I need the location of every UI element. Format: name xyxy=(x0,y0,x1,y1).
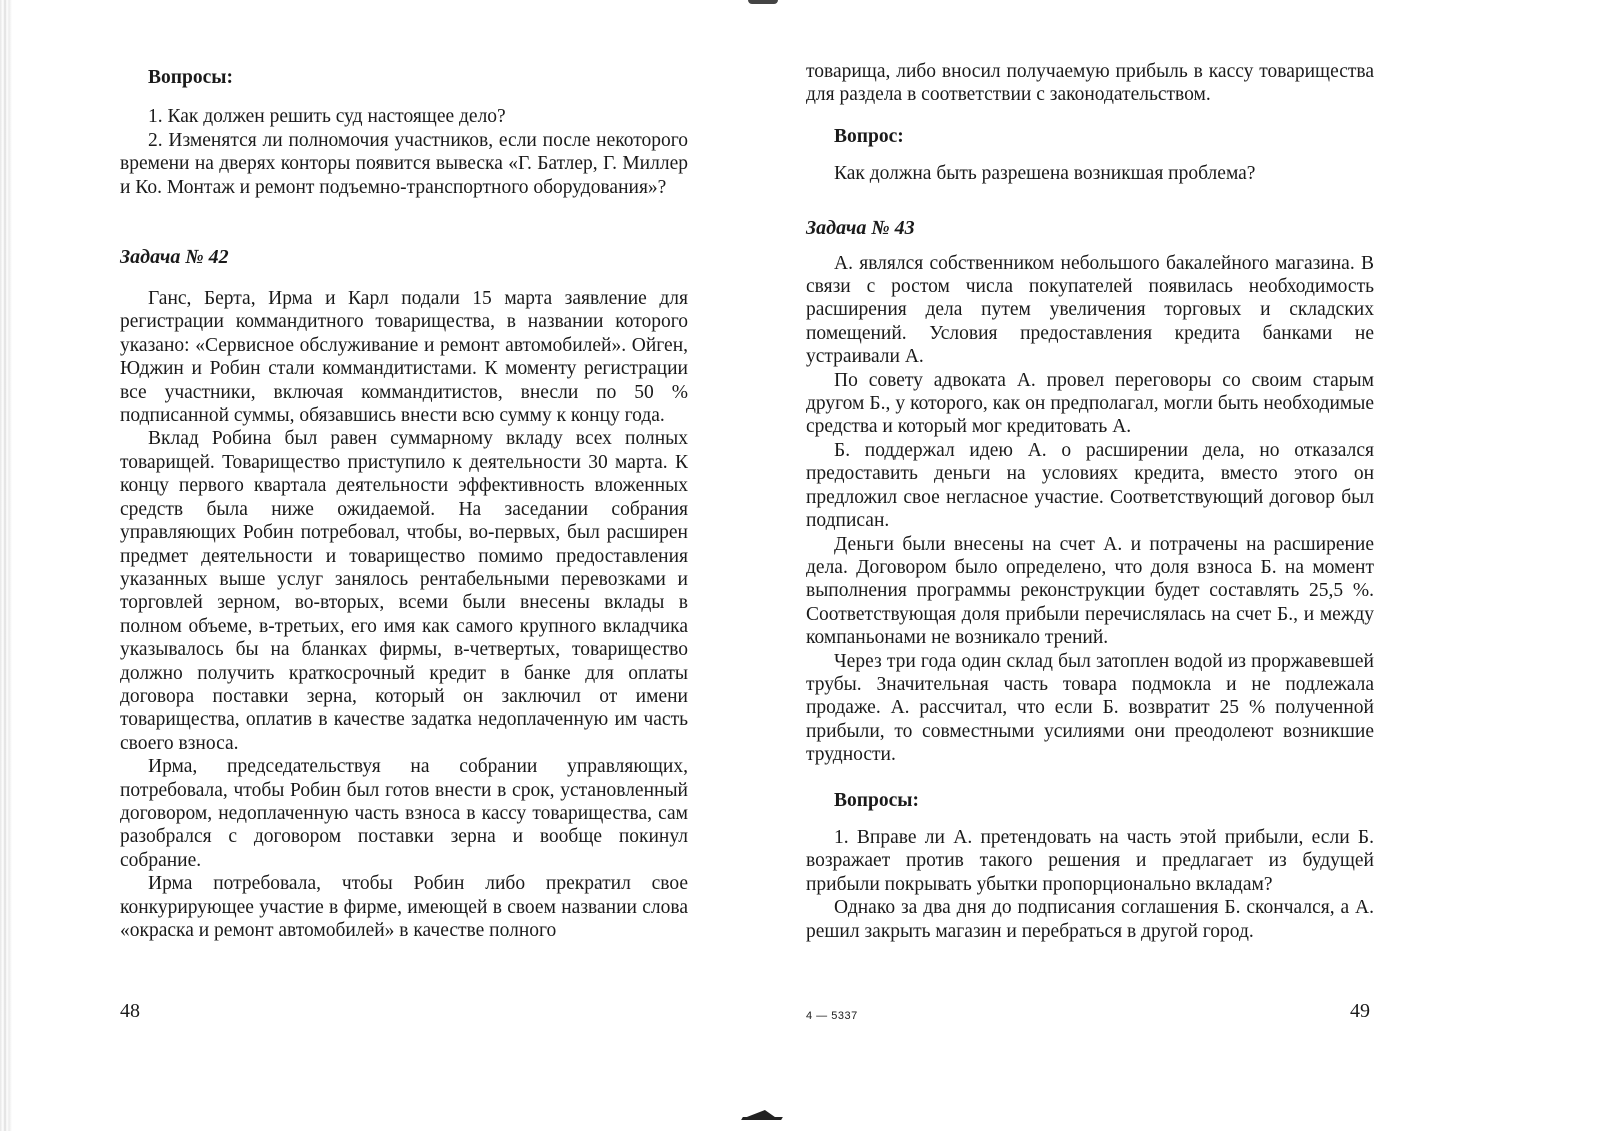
paragraph: Ганс, Берта, Ирма и Карл подали 15 марта заявление для регистрации коммандитного товарищества, в названии которого указано: «Сервисное обслуживание и ремонт автомобилей». Ойген, Юджин и Робин стали коммандитистами. К моменту регистрации все участники, включая коммандитистов, внесли по 50 % подписанной суммы, обязавшись внести всю сумму к концу года. xyxy=(120,288,688,427)
question-item: 1. Вправе ли А. претендовать на часть этой прибыли, если Б. возражает против такого решения и предлагает из будущей прибыли покрывать убытки пропорционально вкладам? xyxy=(806,826,1374,895)
task-heading: Задача № 42 xyxy=(120,246,229,269)
paragraph: Через три года один склад был затоплен водой из проржавевшей трубы. Значительная часть товара подмокла и не подлежала продаже. А. рассчитал, что если Б. возвратит 25 % полученной прибыли, то совместными усилиями они преодолеют возникшие трудности. xyxy=(806,650,1374,766)
paragraph: Ирма, председательствуя на собрании управляющих, потребовала, чтобы Робин был готов внести в срок, установленный договором, недоплаченную часть взноса в кассу товарищества, сам разобрался с договором поставки зерна и вообще покинул собрание. xyxy=(120,756,688,871)
task-heading: Задача № 43 xyxy=(806,216,915,239)
questions-heading: Вопросы: xyxy=(834,789,919,811)
page-number-right: 49 xyxy=(1350,1000,1370,1022)
question-item: 2. Изменятся ли полномочия участников, если после некоторого времени на дверях конторы появится вывеска «Г. Батлер, Г. Миллер и Ко. Монтаж и ремонт подъемно-транспортного оборудования»? xyxy=(120,129,688,198)
paragraph: Ирма потребовала, чтобы Робин либо прекратил свое конкурирующее участие в фирме, имеющей в своем названии слова «окраска и ремонт автомобилей» в качестве полного xyxy=(120,873,688,941)
question-item: 1. Как должен решить суд настоящее дело? xyxy=(148,106,506,128)
paragraph: Однако за два дня до подписания соглашения Б. скончался, а А. решил закрыть магазин и перебраться в другой город. xyxy=(806,897,1374,942)
paragraph: А. являлся собственником небольшого бакалейного магазина. В связи с ростом числа покупателей появилась необходимость расширения дела путем увеличения торговых и складских помещений. Условия предоставления кредита банками не устраивали А. xyxy=(806,252,1374,368)
page-number-left: 48 xyxy=(120,1000,140,1022)
question-item: Как должна быть разрешена возникшая проблема? xyxy=(834,163,1256,185)
paragraph: Вклад Робина был равен суммарному вкладу всех полных товарищей. Товарищество приступило к деятельности 30 марта. К концу первого квартала деятельности эффективность вложенных средств была ниже ожидаемой. На заседании собрания управляющих Робин потребовал, чтобы, во-первых, был расширен предмет деятельности и товарищество помимо предоставления указанных выше услуг занялось рентабельными перевозками и торговлей зерном, во-вторых, всеми были внесены вклады в полном объеме, в-третьих, его имя как самого крупного вкладчика указывалось бы на бланках фирмы, в-четвертых, товарищество должно получить краткосрочный кредит в банке для оплаты договора поставки зерна, который он заключил от имени товарищества, оплатив в качестве задатка недоплаченную им часть своего взноса. xyxy=(120,428,688,754)
paragraph: По совету адвоката А. провел переговоры со своим старым другом Б., у которого, как он предполагал, могли быть необходимые средства и который мог кредитовать А. xyxy=(806,369,1374,438)
question-heading: Вопрос: xyxy=(834,125,904,147)
continuation-paragraph: товарища, либо вносил получаемую прибыль в кассу товарищества для раздела в соответствии с законодательством. xyxy=(806,61,1374,106)
scan-edge xyxy=(0,0,12,1131)
left-page xyxy=(120,60,688,942)
right-page xyxy=(806,60,1374,943)
paragraph: Б. поддержал идею А. о расширении дела, но отказался предоставить деньги на условиях кредита, вместо этого он предложил свое негласное участие. Соответствующий договор был подписан. xyxy=(806,439,1374,532)
questions-heading: Вопросы: xyxy=(148,67,233,88)
scan-mark-top xyxy=(748,0,778,4)
paragraph: Деньги были внесены на счет А. и потрачены на расширение дела. Договором было определено, что доля взноса Б. на момент выполнения программы реконструкции будет составлять 25,5 %. Соответствующая доля прибыли перечислялась на счет Б., и между компаньонами не возникало трений. xyxy=(806,533,1374,649)
scan-mark-bottom xyxy=(741,1117,783,1120)
printer-signature: 4 — 5337 xyxy=(806,1010,858,1022)
